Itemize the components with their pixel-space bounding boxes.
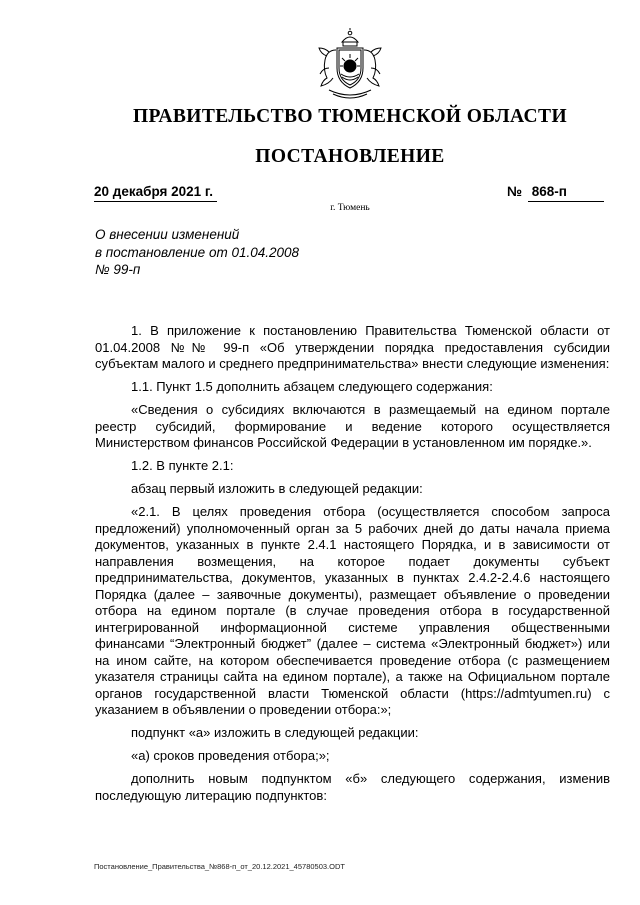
document-number-value: 868-п xyxy=(531,184,567,199)
paragraph: «Сведения о субсидиях включаются в размещаемый на едином портале реестр субсидий, формирование и ведение которого осуществляется Министерством финансов Российской Федерации в установленном им порядке.». xyxy=(95,402,610,450)
paragraph: 1. В приложение к постановлению Правительства Тюменской области от 01.04.2008 №№ 99-п «Об утверждении порядка предоставления субсидии субъектам малого и среднего предпринимательства» внести следующие изменения: xyxy=(95,323,610,371)
subject-line: № 99-п xyxy=(95,262,141,277)
subject-line: О внесении изменений xyxy=(95,227,240,242)
paragraph: дополнить новым подпунктом «б» следующего содержания, изменив последующую литерацию подпунктов: xyxy=(95,771,610,803)
paragraph: абзац первый изложить в следующей редакции: xyxy=(131,481,423,496)
document-subject xyxy=(95,226,325,279)
subject-line: в постановление от 01.04.2008 xyxy=(95,244,300,260)
paragraph: 1.1. Пункт 1.5 дополнить абзацем следующего содержания: xyxy=(131,379,493,394)
document-number xyxy=(528,184,604,202)
file-footer: Постановление_Правительства_№868-п_от_20.12.2021_45780503.ODT xyxy=(94,862,345,871)
number-label: № xyxy=(507,184,523,199)
document-date: 20 декабря 2021 г. xyxy=(94,184,217,202)
paragraph: «2.1. В целях проведения отбора (осуществляется способом запроса предложений) уполномоченный орган за 5 рабочих дней до даты начала приема документов, указанных в пункте 2.4.1 настоящего Порядка, и в зависимости от направления возмещения, на которое подает документы субъект предпринимательства, документов, указанных в пунктах 2.4.2-2.4.6 настоящего Порядка (далее – заявочные документы), размещает объявление о проведении отбора на едином портале (в случае проведения отбора в государственной интегрированной информационной системе управления общественными финансами “Электронный бюджет” (далее – система «Электронный бюджет») или на ином сайте, на котором обеспечивается проведение отбора (с размещением указателя страницы сайта на едином портале), а также на Официальном портале органов государственной власти Тюменской области (https://admtyumen.ru) с указанием в объявлении о проведении отбора:»; xyxy=(95,504,610,717)
paragraph: «а) сроков проведения отбора;»; xyxy=(131,748,330,763)
paragraph: 1.2. В пункте 2.1: xyxy=(131,458,234,473)
city: г. Тюмень xyxy=(330,203,370,213)
document-body xyxy=(95,323,610,811)
coat-of-arms-icon xyxy=(315,28,385,102)
document-type: ПОСТАНОВЛЕНИЕ xyxy=(255,146,445,167)
paragraph: подпункт «а» изложить в следующей редакции: xyxy=(131,725,419,740)
government-title: ПРАВИТЕЛЬСТВО ТЮМЕНСКОЙ ОБЛАСТИ xyxy=(132,106,568,127)
